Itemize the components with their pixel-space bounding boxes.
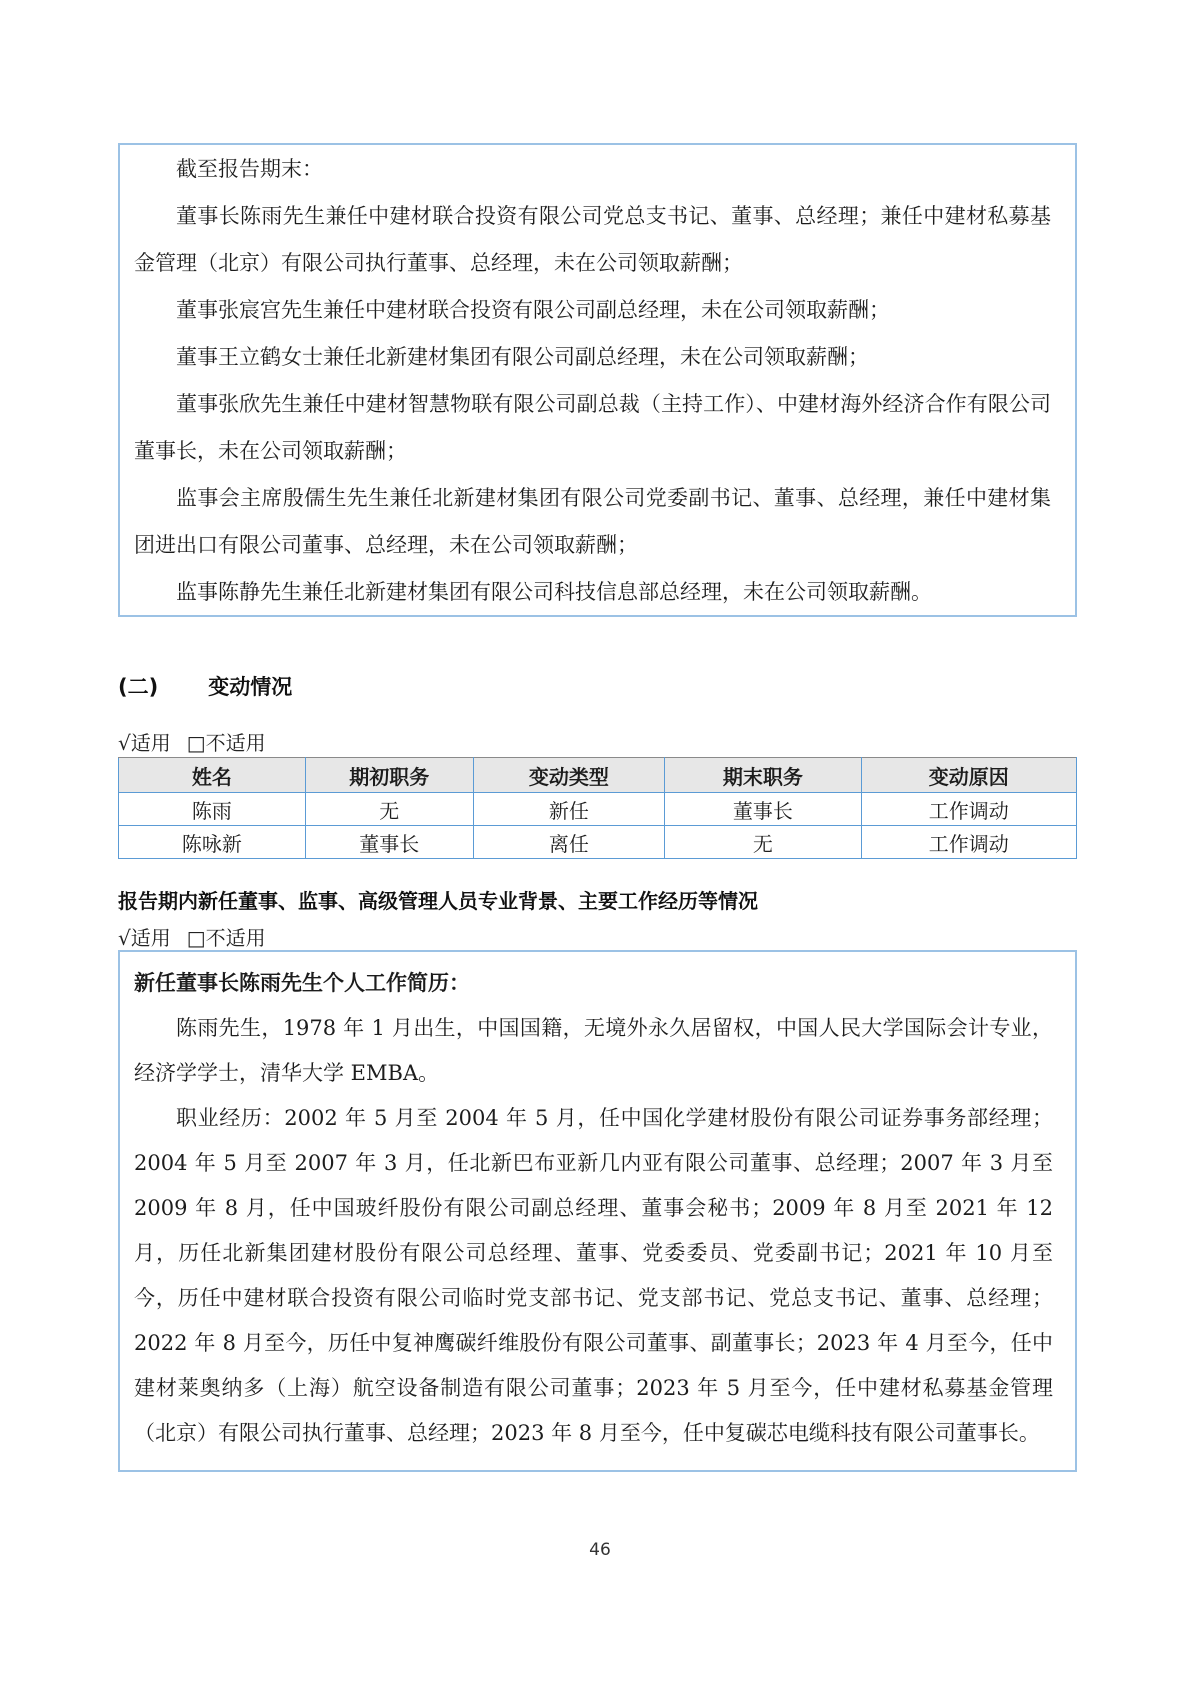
section-2-title: 变动情况 [208,675,293,699]
box1-paragraph-director-zhang-chengong: 董事张宸宫先生兼任中建材联合投资有限公司副总经理，未在公司领取薪酬； [176,298,890,322]
applicability-line-background [118,922,266,951]
section-2-number: (二) [118,675,159,699]
resume-paragraph-career: 职业经历：2002 年 5 月至 2004 年 5 月，任中国化学建材股份有限公司证券事务部经理；2004 年 5 月至 2007 年 3 月，任北新巴布亚新几内亚有限公司董事、总经理；2007 年 3 月至 2009 年 8 月，任中国玻纤股份有限公司副总经理、董事会秘书；2009 年 8 月至 2021 年 12 月，历任北新集团建材股份有限公司总经理、董事、党委委员、党委副书记；2021 年 10 月至今，历任中建材联合投资有限公司临时党支部书记、党支部书记、党总支书记、董事、总经理；2022 年 8 月至今，历任中复神鹰碳纤维股份有限公司董事、副董事长；2023 年 4 月至今，任中建材莱奥纳多（上海）航空设备制造有限公司董事；2023 年 5 月至今，任中建材私募基金管理（北京）有限公司执行董事、总经理；2023 年 8 月至今，任中复碳芯电缆科技有限公司董事长。 [134,1106,1053,1445]
box1-paragraph-chairman: 董事长陈雨先生兼任中建材联合投资有限公司党总支书记、董事、总经理；兼任中建材私募基金管理（北京）有限公司执行董事、总经理，未在公司领取薪酬； [134,204,1051,275]
not-applicable-option: □不适用 [186,926,266,950]
box1-paragraph-director-zhang-xin: 董事张欣先生兼任中建材智慧物联有限公司副总裁（主持工作）、中建材海外经济合作有限公司董事长，未在公司领取薪酬； [134,392,1051,463]
box1-paragraph-intro: 截至报告期末： [176,157,323,181]
table-cell: 工作调动 [861,826,1076,859]
new-appointees-background-heading: 报告期内新任董事、监事、高级管理人员专业背景、主要工作经历等情况 [118,889,758,913]
table-row-chen-yu [119,793,1077,826]
table-cell: 新任 [473,793,665,826]
table-cell: 无 [665,826,861,859]
position-change-table [118,757,1077,859]
column-header-initial-position: 期初职务 [305,758,473,793]
table-cell: 无 [305,793,473,826]
column-header-final-position: 期末职务 [665,758,861,793]
table-cell: 陈咏新 [119,826,306,859]
box1-paragraph-supervisor-chen-jing: 监事陈静先生兼任北新建材集团有限公司科技信息部总经理，未在公司领取薪酬。 [176,580,932,604]
concurrent-positions-box [118,143,1077,617]
resume-title: 新任董事长陈雨先生个人工作简历： [134,971,470,995]
table-cell: 董事长 [305,826,473,859]
box1-paragraph-director-wang-lihe: 董事王立鹤女士兼任北新建材集团有限公司副总经理，未在公司领取薪酬； [176,345,869,369]
table-cell: 董事长 [665,793,861,826]
column-header-change-reason: 变动原因 [861,758,1076,793]
table-header-row [119,758,1077,793]
resume-box [118,950,1077,1472]
page-number: 46 [589,1540,611,1560]
table-cell: 工作调动 [861,793,1076,826]
box1-paragraph-supervisor-chair: 监事会主席殷儒生先生兼任北新建材集团有限公司党委副书记、董事、总经理，兼任中建材集团进出口有限公司董事、总经理，未在公司领取薪酬； [134,486,1051,557]
column-header-change-type: 变动类型 [473,758,665,793]
applicability-line-changes [118,727,266,756]
not-applicable-option: □不适用 [186,731,266,755]
table-row-chen-yongxin [119,826,1077,859]
table-cell: 离任 [473,826,665,859]
section-2-heading [118,671,292,701]
table-cell: 陈雨 [119,793,306,826]
resume-paragraph-personal: 陈雨先生，1978 年 1 月出生，中国国籍，无境外永久居留权，中国人民大学国际会计专业，经济学学士，清华大学 EMBA。 [134,1016,1053,1085]
applicable-option: √适用 [118,731,171,755]
column-header-name: 姓名 [119,758,306,793]
applicable-option: √适用 [118,926,171,950]
